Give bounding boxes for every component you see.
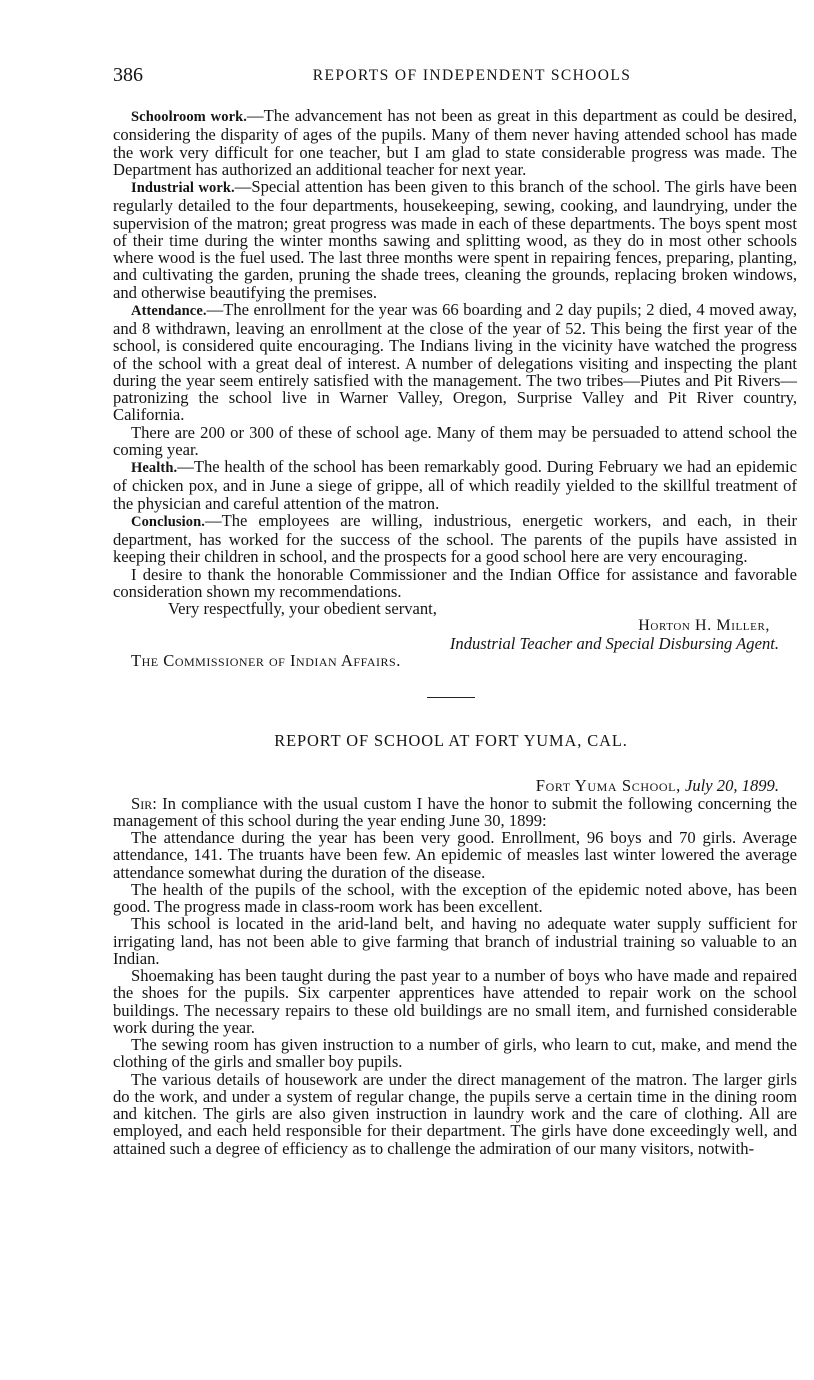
run-in-heading: Conclusion. <box>131 513 206 530</box>
paragraph-location: This school is located in the arid-land belt, and having no adequate water supply sufficient for irrigating land, has not been able to give farming that branch of industrial training so valuable to an Indian. <box>113 914 797 968</box>
paragraph-industrial-work <box>113 178 797 301</box>
paragraph-conclusion <box>113 512 797 566</box>
addressee: The Commissioner of Indian Affairs. <box>131 650 401 670</box>
paragraph-text: In compliance with the usual custom I have the honor to submit the following concerning the management of this school during the year ending June 30, 1899: <box>113 793 797 830</box>
run-in-heading: Health. <box>131 460 178 476</box>
page-body <box>113 107 797 1157</box>
paragraph-text: —The health of the school has been remarkably good. During February we had an epidemic of chicken pox, and in June a siege of grippe, all of which readily yielded to the skillful treatment of the physician and careful attention of the matron. <box>113 457 797 513</box>
dateline <box>113 777 797 794</box>
paragraph-health-yuma: The health of the pupils of the school, with the exception of the epidemic noted above, has been good. The progress made in class-room work has been excellent. <box>113 879 797 916</box>
signer-name: Horton H. Miller, <box>638 617 770 635</box>
paragraph-attendance <box>113 301 797 424</box>
paragraph-school-age: There are 200 or 300 of these of school age. Many of them may be persuaded to attend school the coming year. <box>113 422 797 459</box>
paragraph-shoemaking: Shoemaking has been taught during the past year to a number of boys who have made and repaired the shoes for the pupils. Six carpenter apprentices have attended to repair work on the school buildings. The necessary repairs to these old buildings are no small item, and furnished considerable work during the year. <box>113 966 797 1037</box>
paragraph-attendance-yuma: The attendance during the year has been very good. Enrollment, 96 boys and 70 girls. Average attendance, 141. The truants have been few. An epidemic of measles last winter lowered the average attendance somewhat during the duration of the disease. <box>113 828 797 882</box>
run-in-heading: Industrial work. <box>131 180 235 196</box>
paragraph-health <box>113 458 797 512</box>
paragraph-sewing: The sewing room has given instruction to a number of girls, who learn to cut, make, and mend the clothing of the girls and smaller boy pupils. <box>113 1035 797 1072</box>
paragraph-housework: The various details of housework are under the direct management of the matron. The larger girls do the work, and under a system of regular change, the pupils serve a certain time in the dining room and kitchen. The girls are also given instruction in laundry work and the care of clothing. All are employed, and each held responsible for their department. The girls have done exceedingly well, and attained such a degree of efficiency as to challenge the admiration of our many visitors, notwith- <box>113 1069 797 1158</box>
salutation: Sir: <box>131 793 157 813</box>
paragraph-thanks: I desire to thank the honorable Commissioner and the Indian Office for assistance and favorable consideration shown my recommendations. <box>113 564 797 601</box>
paragraph-schoolroom-work <box>113 107 797 178</box>
run-in-heading: Schoolroom work. <box>131 109 248 125</box>
section-divider <box>427 697 475 698</box>
page-header <box>113 64 797 88</box>
page-number: 386 <box>113 64 143 86</box>
dateline-date: July 20, 1899. <box>684 776 779 796</box>
closing-line: Very respectfully, your obedient servant, <box>168 599 437 618</box>
paragraph-salutation <box>113 795 797 830</box>
paragraph-text: —The advancement has not been as great in this department as could be desired, considering the disparity of ages of the pupils. Many of them never having attended school has made the work very difficult for one teacher, but I am glad to state considerable progress was made. The Department has authorized an additional teacher for next year. <box>113 106 797 179</box>
dateline-place: Fort Yuma School, <box>535 776 681 796</box>
run-in-heading: Attendance. <box>131 302 207 319</box>
running-title: REPORTS OF INDEPENDENT SCHOOLS <box>312 67 632 84</box>
section-title: REPORT OF SCHOOL AT FORT YUMA, CAL. <box>274 731 628 750</box>
paragraph-text: —The employees are willing, industrious, energetic workers, and each, in their department, has worked for the success of the school. The parents of the pupils have assisted in keeping their children in school, and the prospects for a good school here are very encouraging. <box>113 510 797 567</box>
paragraph-text: —Special attention has been given to this branch of the school. The girls have been regularly detailed to the four departments, housekeeping, sewing, cooking, and laundrying, under the supervision of the matron; great progress was made in each of these departments. The boys spent most of their time during the winter months sawing and splitting wood, as they do in most other schools where wood is the fuel used. The last three months were spent in repairing fences, preparing, planting, and cultivating the garden, pruning the shade trees, cleaning the grounds, replacing broken windows, and otherwise beautifying the premises. <box>113 177 797 302</box>
signer-title: Industrial Teacher and Special Disbursing Agent. <box>449 633 779 653</box>
paragraph-text: —The enrollment for the year was 66 boarding and 2 day pupils; 2 died, 4 moved away, and 8 withdrawn, leaving an enrollment at the close of the year of 52. This being the first year of the school, is considered quite encouraging. The Indians living in the vicinity have watched the progress of the school with a great deal of interest. A number of delegations visiting and inspecting the plant during the year seem entirely satisfied with the management. The two tribes—Piutes and Pit Rivers—patronizing the school live in Warner Valley, Oregon, Surprise Valley and Pit River country, California. <box>113 299 797 425</box>
